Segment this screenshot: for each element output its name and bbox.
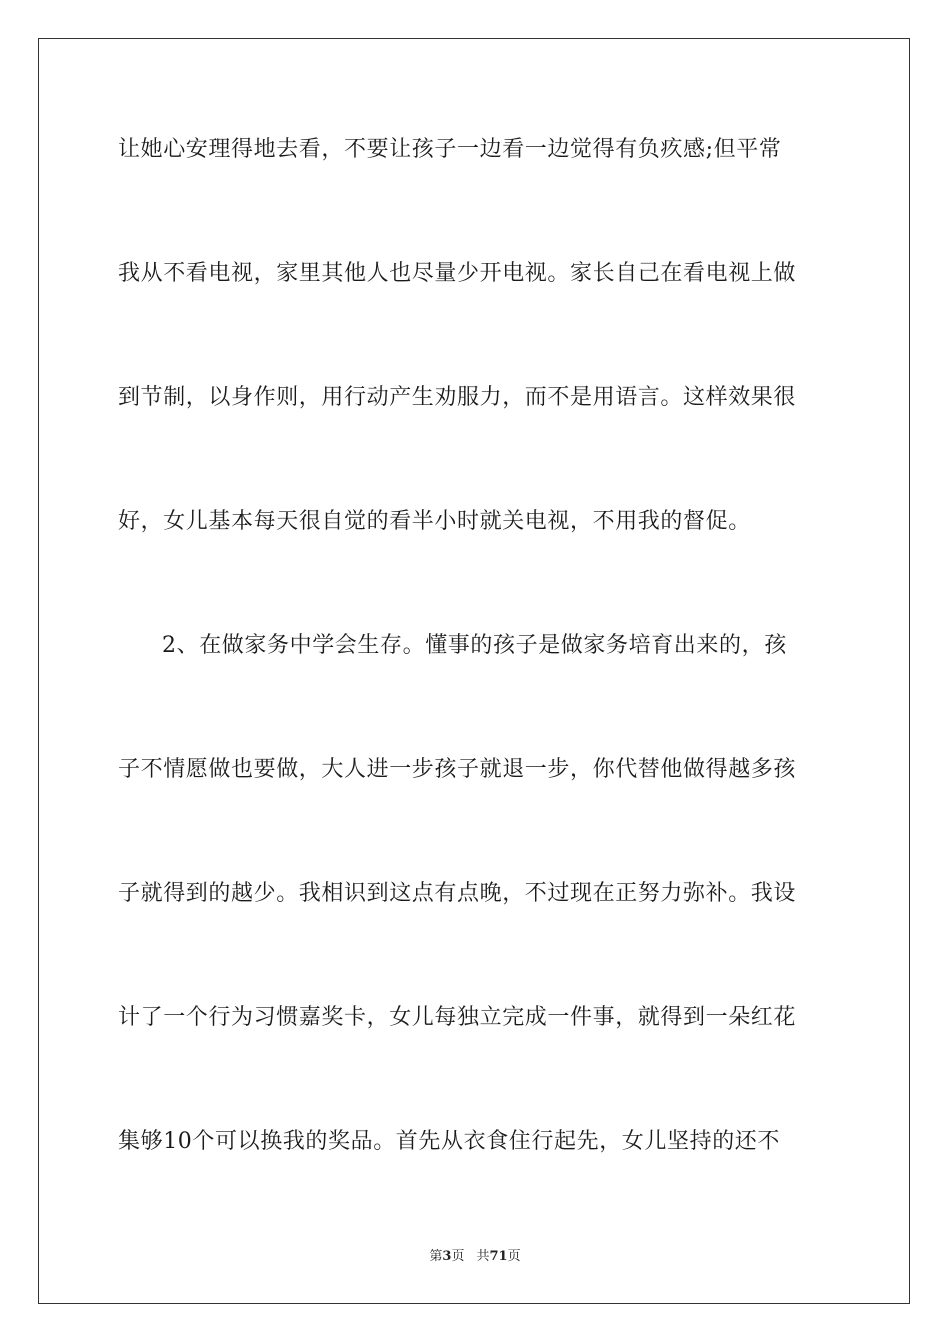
page-prefix: 第: [429, 1249, 443, 1264]
text-line: 到节制，以身作则，用行动产生劝服力，而不是用语言。这样效果很: [118, 385, 797, 410]
total-suffix: 页: [507, 1249, 521, 1264]
page-number: 3: [442, 1249, 452, 1264]
text-line: 子就得到的越少。我相识到这点有点晚，不过现在正努力弥补。我设: [118, 881, 797, 906]
text-line: 让她心安理得地去看，不要让孩子一边看一边觉得有负疚感;但平常: [118, 137, 782, 162]
total-prefix: 共: [476, 1249, 490, 1264]
text-line: 好，女儿基本每天很自觉的看半小时就关电视，不用我的督促。: [118, 509, 751, 534]
text-line: 集够10个可以换我的奖品。首先从衣食住行起先，女儿坚持的还不: [118, 1129, 780, 1154]
text-line: 计了一个行为习惯嘉奖卡，女儿每独立完成一件事，就得到一朵红花: [118, 1005, 797, 1030]
document-body: [118, 128, 834, 1244]
text-line: 我从不看电视，家里其他人也尽量少开电视。家长自己在看电视上做: [118, 261, 797, 286]
paragraph-start-line: 2、在做家务中学会生存。懂事的孩子是做家务培育出来的，孩: [162, 633, 787, 658]
total-pages: 71: [489, 1249, 508, 1264]
text-line: 子不情愿做也要做，大人进一步孩子就退一步，你代替他做得越多孩: [118, 757, 797, 782]
page-suffix: 页: [451, 1249, 465, 1264]
page-footer: [0, 1248, 950, 1266]
